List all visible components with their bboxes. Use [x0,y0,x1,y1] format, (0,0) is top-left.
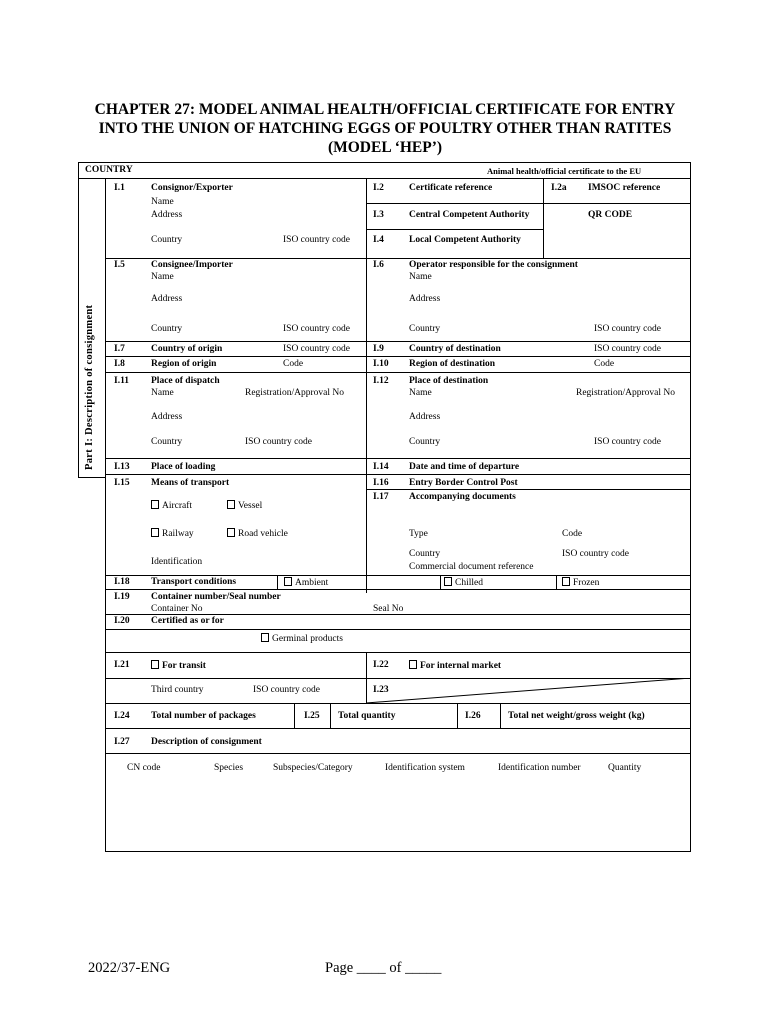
col-species: Species [214,763,244,773]
i16-label: Entry Border Control Post [409,478,518,488]
road-vehicle-option-label: Road vehicle [238,529,288,539]
i17-number: I.17 [373,492,389,502]
row-line-489 [366,489,691,490]
i2a-label: IMSOC reference [588,183,661,193]
col-identification-number: Identification number [498,763,581,773]
vessel-checkbox[interactable] [227,500,235,509]
line-i2-bottom [366,203,691,204]
i6-number: I.6 [373,260,384,270]
document-title [60,100,710,157]
row-line-753 [105,753,691,754]
i13-label: Place of loading [151,462,216,472]
i23-diagonal [366,678,691,704]
i18-div-1 [277,575,278,589]
i2-label: Certificate reference [409,183,493,193]
i17-country-label: Country [409,549,441,559]
i1-address-label: Address [151,210,183,220]
i3-label: Central Competent Authority [409,210,530,220]
line-qr-left [543,178,544,259]
i8-label: Region of origin [151,359,217,369]
i15-identification-label: Identification [151,557,203,567]
col-subspecies: Subspecies/Category [273,763,353,773]
i1-country-label: Country [151,235,183,245]
i2a-number: I.2a [551,183,567,193]
col-quantity: Quantity [608,763,642,773]
i21-number: I.21 [114,660,130,670]
row-line-474 [105,474,691,475]
i9-label: Country of destination [409,344,501,354]
frame-bottom [105,851,691,852]
for-transit-label: For transit [162,661,206,671]
seal-no-label: Seal No [373,604,404,614]
i4-label: Local Competent Authority [409,235,521,245]
i17-iso-label: ISO country code [562,549,630,559]
railway-checkbox[interactable] [151,528,159,537]
frozen-option-label: Frozen [573,578,600,588]
i5-iso-label: ISO country code [283,324,351,334]
part-label: Part I: Description of consignment [84,304,95,470]
road-vehicle-option[interactable] [227,528,288,540]
i1-name-label: Name [151,197,174,207]
i18-div-3 [556,575,557,589]
internal-market-checkbox[interactable] [409,660,417,669]
i6-label: Operator responsible for the consignment [409,260,578,270]
i10-code-label: Code [594,359,615,369]
i1-iso-label: ISO country code [283,235,351,245]
row-line-356 [105,356,691,357]
i19-label: Container number/Seal number [151,592,281,602]
i11-reg-label: Registration/Approval No [245,388,344,398]
i1-number: I.1 [114,183,125,193]
i15-label: Means of transport [151,478,230,488]
container-no-label: Container No [151,604,203,614]
header-bottom [78,178,691,179]
i25-number: I.25 [304,711,320,721]
i10-number: I.10 [373,359,389,369]
i25-div-left [294,703,295,728]
i19-number: I.19 [114,592,130,602]
certificate-type: Animal health/official certificate to the EU [487,166,642,176]
row-line-258 [105,258,691,259]
i11-number: I.11 [114,376,130,386]
row-line-341 [105,341,691,342]
i17-commercial-doc-label: Commercial document reference [409,562,534,572]
internal-market-label: For internal market [420,661,502,671]
germinal-products-label: Germinal products [272,634,343,644]
col-identification-system: Identification system [385,763,465,773]
title-line-2: INTO THE UNION OF HATCHING EGGS OF POULTRY OTHER THAN RATITES [98,120,672,137]
i27-number: I.27 [114,737,130,747]
i12-label: Place of destination [409,376,489,386]
frame-left-upper [78,162,79,477]
row-line-629 [105,629,691,630]
railway-option-label: Railway [162,529,194,539]
i13-number: I.13 [114,462,130,472]
internal-market-option[interactable] [409,660,501,672]
germinal-products-checkbox[interactable] [261,633,269,642]
i7-number: I.7 [114,344,125,354]
railway-option[interactable] [151,528,194,540]
i25-div-right [330,703,331,728]
frozen-option[interactable] [562,577,599,589]
aircraft-option[interactable] [151,500,192,512]
i25-label: Total quantity [338,711,396,721]
i4-number: I.4 [373,235,384,245]
i26-label: Total net weight/gross weight (kg) [508,711,645,721]
frame-right [690,162,691,852]
i6-address-label: Address [409,294,441,304]
i24-label: Total number of packages [151,711,256,721]
row-line-458 [105,458,691,459]
row-line-728 [105,728,691,729]
col-cn-code: CN code [127,763,161,773]
ambient-option[interactable] [284,577,328,589]
i2-number: I.2 [373,183,384,193]
i6-name-label: Name [409,272,432,282]
frozen-checkbox[interactable] [562,577,570,586]
mid-divider-upper [366,178,367,593]
footer-doc-ref: 2022/37-ENG [88,960,171,976]
i11-label: Place of dispatch [151,376,220,386]
i21-iso-label: ISO country code [253,685,321,695]
row-line-589 [105,589,691,590]
i12-address-label: Address [409,412,441,422]
row-line-372 [105,372,691,373]
aircraft-option-label: Aircraft [162,501,193,511]
i5-address-label: Address [151,294,183,304]
i8-code-label: Code [283,359,304,369]
i5-label: Consignee/Importer [151,260,233,270]
i12-country-label: Country [409,437,441,447]
i16-number: I.16 [373,478,389,488]
title-line-3: (MODEL ‘HEP’) [327,139,443,156]
third-country-label: Third country [151,685,204,695]
for-transit-checkbox[interactable] [151,660,159,669]
i17-code-label: Code [562,529,583,539]
line-i3-bottom [366,229,544,230]
i5-number: I.5 [114,260,125,270]
i11-name-label: Name [151,388,174,398]
i5-country-label: Country [151,324,183,334]
i26-div-right [500,703,501,728]
i1-label: Consignor/Exporter [151,183,233,193]
i20-number: I.20 [114,616,130,626]
i5-name-label: Name [151,272,174,282]
chilled-checkbox[interactable] [444,577,452,586]
i9-number: I.9 [373,344,384,354]
i7-label: Country of origin [151,344,223,354]
country-header: COUNTRY [85,165,133,175]
i9-iso-label: ISO country code [594,344,662,354]
i8-number: I.8 [114,359,125,369]
i12-iso-label: ISO country code [594,437,662,447]
i11-country-label: Country [151,437,183,447]
chilled-option[interactable] [444,577,483,589]
title-line-1: CHAPTER 27: MODEL ANIMAL HEALTH/OFFICIAL CERTIFICATE FOR ENTRY [94,101,676,118]
i27-label: Description of consignment [151,737,262,747]
i12-number: I.12 [373,376,389,386]
row-line-652 [105,652,691,653]
i15-number: I.15 [114,478,130,488]
germinal-products-option[interactable] [261,633,343,645]
i17-label: Accompanying documents [409,492,516,502]
i18-label: Transport conditions [151,577,237,587]
row-line-575 [105,575,691,576]
i26-div-left [457,703,458,728]
i24-number: I.24 [114,711,130,721]
ambient-option-label: Ambient [295,578,329,588]
for-transit-option[interactable] [151,660,206,672]
ambient-checkbox[interactable] [284,577,292,586]
i11-iso-label: ISO country code [245,437,313,447]
vessel-option-label: Vessel [238,501,263,511]
i6-country-label: Country [409,324,441,334]
frame-left-foot [78,477,106,478]
i12-reg-label: Registration/Approval No [576,388,675,398]
frame-top [78,162,691,163]
road-vehicle-checkbox[interactable] [227,528,235,537]
vessel-option[interactable] [227,500,262,512]
i3-number: I.3 [373,210,384,220]
i10-label: Region of destination [409,359,496,369]
i18-number: I.18 [114,577,130,587]
aircraft-checkbox[interactable] [151,500,159,509]
i17-type-label: Type [409,529,428,539]
i20-label: Certified as or for [151,616,224,626]
i26-number: I.26 [465,711,481,721]
qr-code-label: QR CODE [588,210,633,220]
i23-number: I.23 [373,685,389,695]
inner-left [105,178,106,852]
i11-address-label: Address [151,412,183,422]
footer-page-number: Page ____ of _____ [325,960,442,976]
i22-number: I.22 [373,660,389,670]
i7-iso-label: ISO country code [283,344,351,354]
i14-number: I.14 [373,462,389,472]
i18-div-2 [440,575,441,589]
i6-iso-label: ISO country code [594,324,662,334]
i12-name-label: Name [409,388,432,398]
chilled-option-label: Chilled [455,578,483,588]
i14-label: Date and time of departure [409,462,520,472]
